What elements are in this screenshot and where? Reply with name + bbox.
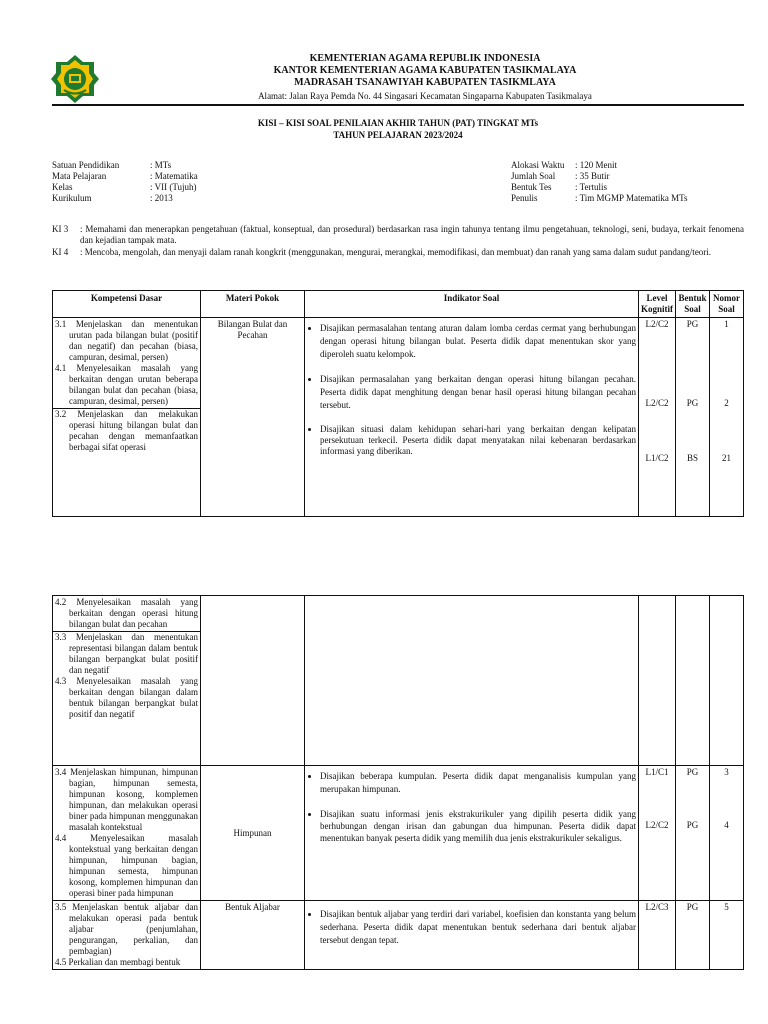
col-header-materi: Materi Pokok	[201, 291, 305, 318]
level-value: L2/C2	[645, 820, 669, 830]
ki-text: : Mencoba, mengolah, dan menyaji dalam ranah kongkrit (menggunakan, mengurai, merangkai, memodifikasi, dan membuat) dan ranah yang sama dalam sudut pandang/teori.	[80, 247, 712, 257]
kd-cell	[53, 901, 201, 970]
ki-label: KI 3	[52, 224, 69, 234]
info-label: Bentuk Tes	[511, 182, 552, 192]
info-label: Satuan Pendidikan	[52, 160, 120, 170]
info-label: Penulis	[511, 193, 538, 203]
materi-cell: Bilangan Bulat dan Pecahan	[201, 318, 305, 517]
info-left	[52, 160, 198, 204]
col-header-nomor: Nomor Soal	[710, 291, 744, 318]
col-header-level: Level Kognitif	[639, 291, 676, 318]
indikator-cell	[305, 766, 639, 901]
kd-item: 3.3 Menjelaskan dan menentukan representasi bilangan dalam bentuk bilangan berpangkat bulat positif dan negatif	[55, 632, 198, 675]
bentuk-cell	[676, 318, 710, 517]
col-header-indikator: Indikator Soal	[305, 291, 639, 318]
doc-title: KISI – KISI SOAL PENILAIAN AKHIR TAHUN (PAT) TINGKAT MTs	[257, 118, 539, 128]
info-value: : 2013	[150, 193, 173, 203]
nomor-cell	[710, 766, 744, 901]
kisi-table-part-1	[52, 290, 744, 517]
indikator-item: • Disajikan suatu informasi jenis ekstrakurikuler yang dipilih peserta didik yang berhubungan dengan irisan dan gabungan dua himpunan. Peserta didik dapat menentukan banyak peserta didik yang memilih dua jenis ekstrakurikuler sekaligus.	[320, 808, 636, 844]
info-value: : Tertulis	[575, 182, 607, 192]
indikator-cell	[305, 901, 639, 970]
kd-item: 3.1 Menjelaskan dan menentukan urutan pada bilangan bulat (positif dan negatif) dan pecahan (biasa, campuran, desimal, persen)	[55, 319, 198, 362]
nomor-cell	[710, 596, 744, 766]
bentuk-value: PG	[686, 820, 699, 830]
bentuk-cell	[676, 766, 710, 901]
nomor-value: 21	[722, 453, 731, 463]
level-cell: L2/C3	[639, 901, 676, 970]
ki-text: : Memahami dan menerapkan pengetahuan (faktual, konseptual, dan prosedural) berdasarkan rasa ingin tahunya tentang ilmu pengetahuan, teknologi, seni, budaya, terkait fenomena dan kejadian tampak mata.	[80, 224, 744, 245]
level-value: L2/C2	[645, 398, 669, 408]
kd-item: 3.5 Menjelaskan bentuk aljabar dan melakukan operasi pada bentuk aljabar (penjumlahan, pengurangan, perkalian, dan pembagian)	[55, 902, 198, 956]
kemenag-logo-icon	[50, 54, 100, 104]
doc-subtitle: TAHUN PELAJARAN 2023/2024	[333, 130, 463, 140]
header-line-2: KANTOR KEMENTERIAN AGAMA KABUPATEN TASIKMALAYA	[273, 65, 577, 76]
nomor-value: 3	[724, 767, 729, 777]
nomor-cell	[710, 318, 744, 517]
table-row	[53, 596, 744, 766]
kd-item: 4.2 Menyelesaikan masalah yang berkaitan dengan operasi hitung bilangan bulat dan pecahan	[55, 597, 198, 629]
table-row	[53, 766, 744, 901]
nomor-cell: 5	[710, 901, 744, 970]
indikator-item: • Disajikan situasi dalam kehidupan sehari-hari yang berkaitan dengan kelipatan persekutuan terkecil. Peserta didik dapat menyatakan nilai kebenaran berdasarkan informasi yang diberikan.	[320, 424, 636, 457]
header-address: Alamat: Jalan Raya Pemda No. 44 Singasari Kecamatan Singaparna Kabupaten Tasikmalaya	[258, 91, 592, 101]
bentuk-cell: PG	[676, 901, 710, 970]
materi-cell	[201, 596, 305, 766]
kd-item: 3.2 Menjelaskan dan melakukan operasi hitung bilangan bulat dan pecahan dengan memanfaatkan berbagai sifat operasi	[55, 409, 198, 452]
kisi-table-part-2	[52, 595, 744, 970]
kd-cell	[53, 596, 201, 766]
header-line-1: KEMENTERIAN AGAMA REPUBLIK INDONESIA	[309, 53, 541, 64]
info-value: : VII (Tujuh)	[150, 182, 197, 192]
info-value: : Tim MGMP Matematika MTs	[575, 193, 688, 203]
level-value: L2/C2	[645, 319, 669, 329]
level-cell	[639, 596, 676, 766]
materi-cell: Bentuk Aljabar	[201, 901, 305, 970]
bentuk-cell	[676, 596, 710, 766]
indikator-cell	[305, 318, 639, 517]
info-label: Jumlah Soal	[511, 171, 556, 181]
info-label: Alokasi Waktu	[511, 160, 565, 170]
bentuk-value: PG	[686, 767, 699, 777]
table-row	[53, 318, 744, 517]
bentuk-value: PG	[686, 398, 699, 408]
level-cell	[639, 318, 676, 517]
info-label: Kelas	[52, 182, 73, 192]
table-row	[53, 901, 744, 970]
bentuk-value: BS	[686, 453, 698, 463]
col-header-bentuk: Bentuk Soal	[676, 291, 710, 318]
kd-item: 4.3 Menyelesaikan masalah yang berkaitan dengan bilangan dalam bentuk bilangan berpangkat bulat positif dan negatif	[55, 676, 198, 719]
kd-item: 4.1 Menyelesaikan masalah yang berkaitan dengan urutan beberapa bilangan bulat dan pecahan (biasa, campuran, desimal, persen)	[55, 363, 198, 406]
info-value: : 120 Menit	[575, 160, 617, 170]
info-label: Kurikulum	[52, 193, 92, 203]
nomor-value: 1	[724, 319, 729, 329]
indikator-item: • Disajikan permasalahan yang berkaitan dengan operasi hitung bilangan pecahan. Peserta didik dapat menghitung dengan benar hasil operasi hitung bilangan pecahan tersebut.	[320, 373, 636, 412]
header-line-3: MADRASAH TSANAWIYAH KABUPATEN TASIKMLAYA	[294, 77, 556, 88]
indikator-item: • Disajikan bentuk aljabar yang terdiri dari variabel, koefisien dan konstanta yang belum sederhana. Peserta didik dapat menentukan bentuk sederhana dari bentuk aljabar tersebut dengan tepat.	[320, 908, 636, 947]
nomor-value: 4	[724, 820, 729, 830]
kd-cell	[53, 766, 201, 901]
kd-item: 4.5 Perkalian dan membagi bentuk	[55, 957, 181, 967]
kd-cell	[53, 318, 201, 517]
info-value: : Matematika	[150, 171, 198, 181]
header-divider	[52, 104, 744, 106]
indikator-item: • Disajikan permasalahan tentang aturan dalam lomba cerdas cermat yang berhubungan dengan operasi hitung bilangan bulat. Peserta didik dapat menentukan skor yang diperoleh suatu kelompok.	[320, 322, 636, 361]
info-value: : MTs	[150, 160, 172, 170]
ki-section	[52, 224, 744, 259]
info-value: : 35 Butir	[575, 171, 610, 181]
indikator-item: • Disajikan beberapa kumpulan. Peserta didik dapat menganalisis kumpulan yang merupakan himpunan.	[320, 770, 636, 796]
level-cell	[639, 766, 676, 901]
col-header-kd: Kompetensi Dasar	[53, 291, 201, 318]
level-value: L1/C2	[645, 453, 669, 463]
info-right	[511, 160, 688, 204]
ki-label: KI 4	[52, 247, 69, 257]
kd-item: 4.4 Menyelesaikan masalah kontekstual yang berkaitan dengan himpunan, himpunan bagian, himpunan semesta, himpunan kosong, komplemen himpunan dan operasi biner pada himpunan	[55, 833, 198, 898]
table-header-row	[53, 291, 744, 318]
materi-cell: Himpunan	[201, 766, 305, 901]
info-label: Mata Pelajaran	[52, 171, 107, 181]
indikator-cell	[305, 596, 639, 766]
bentuk-value: PG	[686, 319, 699, 329]
kd-item: 3.4 Menjelaskan himpunan, himpunan bagian, himpunan semesta, himpunan kosong, komplemen himpunan, dan melakukan operasi biner pada himpunan menggunakan masalah kontekstual	[55, 767, 198, 832]
nomor-value: 2	[724, 398, 729, 408]
level-value: L1/C1	[645, 767, 669, 777]
